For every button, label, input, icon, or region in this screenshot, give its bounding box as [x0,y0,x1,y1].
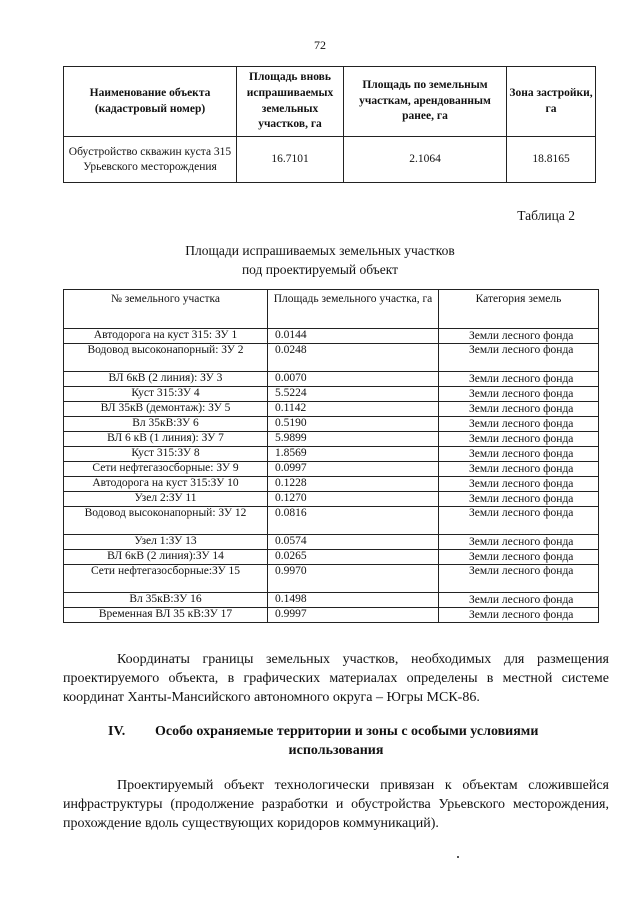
coordinates-paragraph: Координаты границы земельных участков, необходимых для размещения проектируемого объекта, в графических материалах определены в местной системе координат Ханты-Мансийского автономного округа – Югры МСК-86. [63,652,609,705]
cell-plot-number: Автодорога на куст 315: ЗУ 1 [64,329,268,344]
column-header-object: Наименование объекта (кадастровый номер) [64,67,237,137]
cell-plot-number: Куст 315:ЗУ 8 [64,447,268,462]
cell-area: 0.0816 [268,507,439,535]
section-title-line: использования [288,743,384,758]
cell-zone: 18.8165 [507,137,596,183]
cell-plot-number: ВЛ 6кВ (2 линия):ЗУ 14 [64,550,268,565]
cell-plot-number: Сети нефтегазосборные:ЗУ 15 [64,565,268,593]
table-row [64,432,599,447]
table-row [64,565,599,593]
cell-plot-number: Водовод высоконапорный: ЗУ 2 [64,344,268,372]
table-row [64,344,599,372]
table-row [64,329,599,344]
cell-area: 0.0248 [268,344,439,372]
cell-leased-area: 2.1064 [344,137,507,183]
table-row [64,417,599,432]
cell-area: 0.1228 [268,477,439,492]
cell-plot-number: Водовод высоконапорный: ЗУ 12 [64,507,268,535]
cell-category: Земли лесного фонда [439,593,599,608]
cell-plot-number: Узел 1:ЗУ 13 [64,535,268,550]
cell-area: 1.8569 [268,447,439,462]
table-row [64,402,599,417]
cell-category: Земли лесного фонда [439,565,599,593]
scan-speck [457,856,459,858]
cell-category: Земли лесного фонда [439,402,599,417]
cell-plot-number: Сети нефтегазосборные: ЗУ 9 [64,462,268,477]
cell-category: Земли лесного фонда [439,372,599,387]
cell-area: 0.0574 [268,535,439,550]
table-row [64,550,599,565]
column-header-area: Площадь земельного участка, га [268,290,439,329]
section-title-line: Особо охраняемые территории и зоны с особыми условиями [155,724,539,739]
table-row [64,477,599,492]
table-caption: Таблица 2 [517,208,575,223]
table-header-row [64,290,599,329]
column-header-zone: Зона застройки, га [507,67,596,137]
cell-area: 0.1142 [268,402,439,417]
table-row [64,462,599,477]
section-number: IV. [108,724,126,739]
cell-category: Земли лесного фонда [439,387,599,402]
table-row [64,507,599,535]
table-row [64,372,599,387]
cell-area: 0.0265 [268,550,439,565]
cell-category: Земли лесного фонда [439,550,599,565]
cell-area: 0.0144 [268,329,439,344]
cell-plot-number: ВЛ 6кВ (2 линия): ЗУ 3 [64,372,268,387]
table-row [64,492,599,507]
cell-object: Обустройство скважин куста 315 Урьевского месторождения [64,137,237,183]
cell-category: Земли лесного фонда [439,507,599,535]
cell-area: 0.0070 [268,372,439,387]
cell-area: 0.5190 [268,417,439,432]
cell-area: 0.1498 [268,593,439,608]
table-row [64,137,596,183]
cell-plot-number: Вл 35кВ:ЗУ 16 [64,593,268,608]
cell-area: 0.0997 [268,462,439,477]
summary-table [63,66,596,183]
infrastructure-paragraph: Проектируемый объект технологически привязан к объектам сложившейся инфраструктуры (продолжение разработки и обустройства Урьевского месторождения, прохождение вдоль существующих коридоров коммуникаций). [63,778,609,831]
cell-category: Земли лесного фонда [439,417,599,432]
cell-category: Земли лесного фонда [439,447,599,462]
cell-area: 0.9970 [268,565,439,593]
page-number: 72 [314,38,326,52]
cell-category: Земли лесного фонда [439,462,599,477]
table-row [64,535,599,550]
cell-plot-number: Временная ВЛ 35 кВ:ЗУ 17 [64,608,268,623]
cell-plot-number: Узел 2:ЗУ 11 [64,492,268,507]
cell-plot-number: Автодорога на куст 315:ЗУ 10 [64,477,268,492]
cell-new-area: 16.7101 [237,137,344,183]
column-header-category: Категория земель [439,290,599,329]
column-header-new-area: Площадь вновь испрашиваемых земельных участков, га [237,67,344,137]
cell-area: 5.9899 [268,432,439,447]
table-row [64,387,599,402]
table-title-line: под проектируемый объект [241,262,399,277]
table-row [64,608,599,623]
cell-plot-number: Вл 35кВ:ЗУ 6 [64,417,268,432]
cell-area: 0.9997 [268,608,439,623]
cell-area: 5.5224 [268,387,439,402]
cell-category: Земли лесного фонда [439,477,599,492]
cell-category: Земли лесного фонда [439,608,599,623]
cell-plot-number: ВЛ 6 кВ (1 линия): ЗУ 7 [64,432,268,447]
table-title-line: Площади испрашиваемых земельных участков [185,243,455,258]
table-title [0,241,640,279]
cell-plot-number: Куст 315:ЗУ 4 [64,387,268,402]
cell-category: Земли лесного фонда [439,432,599,447]
column-header-leased-area: Площадь по земельным участкам, арендованным ранее, га [344,67,507,137]
cell-plot-number: ВЛ 35кВ (демонтаж): ЗУ 5 [64,402,268,417]
cell-category: Земли лесного фонда [439,535,599,550]
table-row [64,593,599,608]
land-plots-table [63,289,599,623]
column-header-plot-number: № земельного участка [64,290,268,329]
cell-area: 0.1270 [268,492,439,507]
table-row [64,447,599,462]
cell-category: Земли лесного фонда [439,329,599,344]
cell-category: Земли лесного фонда [439,344,599,372]
cell-category: Земли лесного фонда [439,492,599,507]
